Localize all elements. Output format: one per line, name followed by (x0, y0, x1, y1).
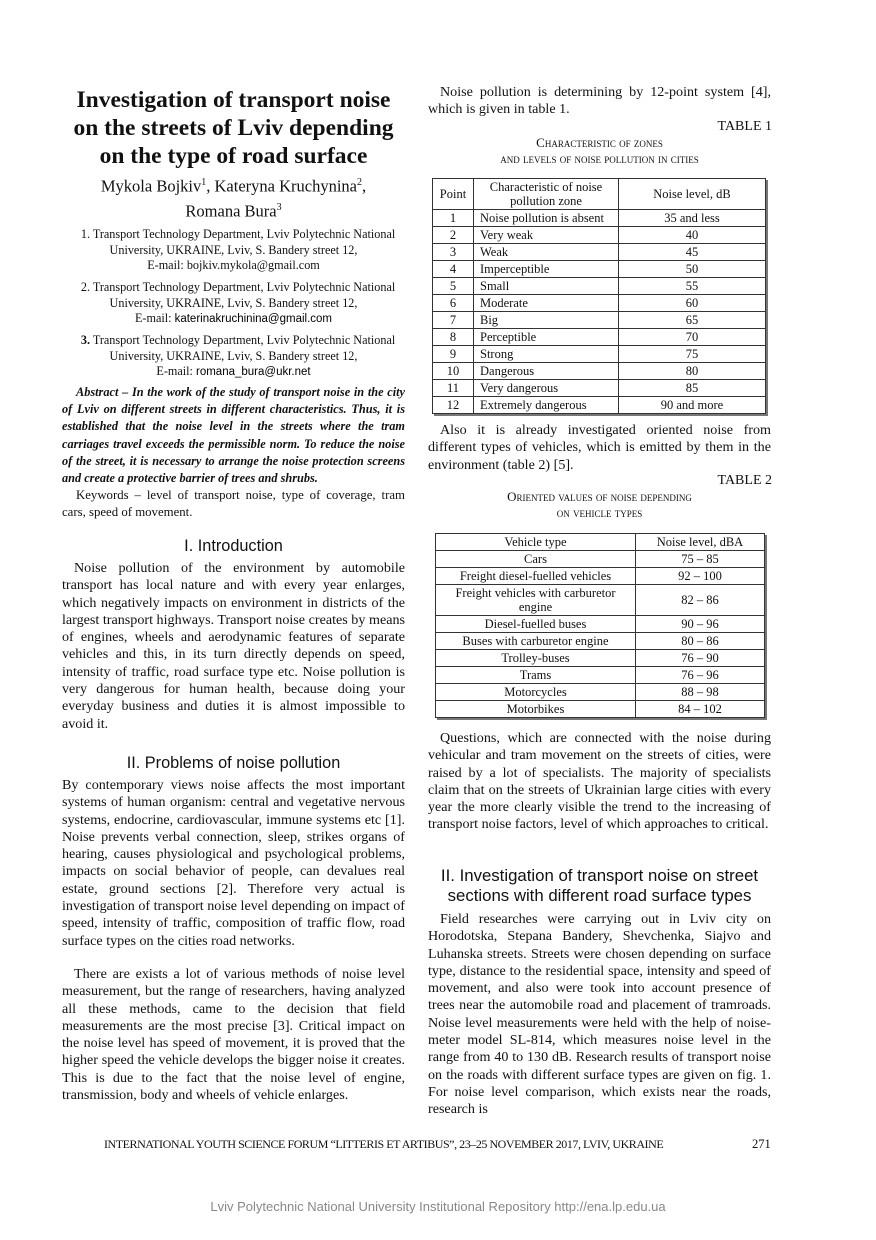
table-row (433, 329, 766, 346)
affiliation-number: 3. (80, 333, 90, 347)
table-row (436, 633, 765, 650)
section-heading-introduction: I. Introduction (184, 537, 283, 555)
column-header: Noise level, dB (619, 179, 766, 210)
noise-zones-table (432, 178, 766, 414)
vehicle-type-cell: Diesel-fuelled buses (436, 616, 636, 633)
table-row (436, 551, 765, 568)
table-row (433, 363, 766, 380)
table-row (433, 261, 766, 278)
author-email[interactable]: bojkiv.mykola@gmail.com (186, 258, 320, 272)
paper-title: Investigation of transport noise on the streets of Lviv depending on the type of road surface (73, 87, 394, 169)
point-cell: 11 (433, 380, 474, 397)
vehicle-type-cell: Freight vehicles with carburetor engine (436, 585, 636, 616)
affiliation (62, 280, 405, 328)
specialists-paragraph: Questions, which are connected with the noise during vehicular and tram movement on the streets of cities, were raised by a lot of specialists. The majority of specialists claim that on the streets of Ukrainian large cities with every year the more clearly visible the trend to the increasing of transport noise factors, level of which approaches to critical. (428, 730, 771, 833)
column-header: Vehicle type (436, 534, 636, 551)
point-cell: 9 (433, 346, 474, 363)
point-cell: 7 (433, 312, 474, 329)
table-row (436, 701, 765, 718)
table-row (436, 650, 765, 667)
noise-level-cell: 70 (619, 329, 766, 346)
zone-characteristic-cell: Very weak (474, 227, 619, 244)
author-email[interactable]: katerinakruchinina@gmail.com (174, 313, 332, 325)
zone-characteristic-cell: Extremely dangerous (474, 397, 619, 414)
table-row (433, 227, 766, 244)
section-heading-investigation: II. Investigation of transport noise on street sections with different road surface types (440, 866, 759, 905)
table-row (433, 380, 766, 397)
point-cell: 4 (433, 261, 474, 278)
affiliation-text: Transport Technology Department, Lviv Polytechnic National University, UKRAINE, Lviv, S. Bandery street 12, (92, 227, 396, 257)
point-cell: 2 (433, 227, 474, 244)
vehicle-type-cell: Motorcycles (436, 684, 636, 701)
table1-intro-paragraph: Noise pollution is determining by 12-point system [4], which is given in table 1. (428, 84, 771, 118)
point-cell: 8 (433, 329, 474, 346)
noise-level-cell: 80 (619, 363, 766, 380)
vehicle-type-cell: Freight diesel-fuelled vehicles (436, 568, 636, 585)
table-row (433, 312, 766, 329)
noise-level-cell: 88 – 98 (636, 684, 765, 701)
table-row (433, 244, 766, 261)
problems-paragraph: By contemporary views noise affects the most important systems of human organism: central and vegetative nervous systems, endocrine, cardiovascular, immune systems etc [1]. Noise prevents verbal connection, sleep, strikes organs of hearing, causes physiological and psychological problems, impacts on social behavior of people, can devalues real estate, ground sections [2]. Therefore very actual is investigation of transport noise level depending on impact of speed, intensity of traffic, composition of traffic flow, road surface types on the cities road networks. (62, 777, 405, 949)
column-header: Characteristic of noise pollution zone (474, 179, 619, 210)
zone-characteristic-cell: Weak (474, 244, 619, 261)
noise-level-cell: 50 (619, 261, 766, 278)
zone-characteristic-cell: Big (474, 312, 619, 329)
noise-level-cell: 60 (619, 295, 766, 312)
vehicle-noise-table (435, 533, 765, 718)
vehicle-type-cell: Buses with carburetor engine (436, 633, 636, 650)
point-cell: 6 (433, 295, 474, 312)
noise-level-cell: 40 (619, 227, 766, 244)
repository-watermark: Lviv Polytechnic National University Institutional Repository http://ena.lp.edu.ua (210, 1199, 666, 1214)
noise-level-cell: 92 – 100 (636, 568, 765, 585)
table2-caption-line: on vehicle types (556, 505, 643, 520)
noise-level-cell: 75 (619, 346, 766, 363)
zone-characteristic-cell: Noise pollution is absent (474, 210, 619, 227)
noise-level-cell: 45 (619, 244, 766, 261)
email-label: E-mail: (147, 258, 184, 272)
affiliation-number: 1. (80, 227, 90, 241)
email-label: E-mail: (134, 311, 172, 325)
table-header-row (433, 179, 766, 210)
problems-paragraph: There are exists a lot of various methods of noise level measurement, but the range of researchers, having analyzed all these methods, came to the decision that field measurements are the most precise [3]. Critical impact on the noise level has speed of movement, it is proved that the higher speed the vehicle develops the bigger noise it creates. This is due to the fact that the noise level of engine, transmission, body and wheels of vehicle enlarges. (62, 966, 405, 1104)
table2-label: TABLE 2 (717, 473, 772, 488)
noise-level-cell: 65 (619, 312, 766, 329)
noise-level-cell: 76 – 96 (636, 667, 765, 684)
point-cell: 5 (433, 278, 474, 295)
affiliation-number: 2. (80, 280, 90, 294)
abstract-text: In the work of the study of transport noise in the city of Lviv on different streets in different characteristics. Thus, it is established that the noise level in the streets where the tram carriages travel exceeds the permissible norm. To reduce the noise of the street, it is necessary to arrange the noise protection screens and create a protective barrier of trees and shrubs. (62, 385, 406, 486)
point-cell: 3 (433, 244, 474, 261)
table1-caption (428, 135, 771, 167)
noise-level-cell: 90 and more (619, 397, 766, 414)
noise-level-cell: 80 – 86 (636, 633, 765, 650)
section-heading-problems: II. Problems of noise pollution (126, 754, 341, 772)
table2-caption-line: Oriented values of noise depending (507, 489, 692, 504)
author-name: Mykola Bojkiv (100, 176, 202, 196)
noise-level-cell: 85 (619, 380, 766, 397)
table-row (433, 295, 766, 312)
table2-intro-paragraph: Also it is already investigated oriented noise from different types of vehicles, which is emitted by them in the environment (table 2) [5]. (428, 422, 771, 473)
noise-level-cell: 82 – 86 (636, 585, 765, 616)
email-label: E-mail: (156, 364, 193, 378)
author-affil-mark: 3 (276, 201, 282, 213)
table-row (433, 278, 766, 295)
zone-characteristic-cell: Dangerous (474, 363, 619, 380)
zone-characteristic-cell: Perceptible (474, 329, 619, 346)
column-header: Noise level, dBA (636, 534, 765, 551)
table-row (436, 684, 765, 701)
affiliation (62, 227, 405, 274)
page-number: 271 (752, 1137, 771, 1151)
vehicle-type-cell: Trolley-buses (436, 650, 636, 667)
point-cell: 1 (433, 210, 474, 227)
author-name: Kateryna Kruchynina (214, 176, 357, 196)
zone-characteristic-cell: Moderate (474, 295, 619, 312)
table1-label: TABLE 1 (717, 119, 772, 134)
author-affil-mark: 1 (201, 177, 207, 188)
table-row (433, 346, 766, 363)
noise-level-cell: 90 – 96 (636, 616, 765, 633)
table-row (433, 397, 766, 414)
author-email[interactable]: romana_bura@ukr.net (196, 366, 311, 378)
conference-footer: INTERNATIONAL YOUTH SCIENCE FORUM “LITTERIS ET ARTIBUS”, 23–25 NOVEMBER 2017, LVIV, UKRAINE (104, 1137, 664, 1151)
noise-level-cell: 75 – 85 (636, 551, 765, 568)
vehicle-type-cell: Cars (436, 551, 636, 568)
noise-level-cell: 55 (619, 278, 766, 295)
table-row (436, 616, 765, 633)
table1-caption-line: Characteristic of zones (536, 135, 663, 150)
table-header-row (436, 534, 765, 551)
table-row (436, 585, 765, 616)
vehicle-type-cell: Trams (436, 667, 636, 684)
noise-level-cell: 76 – 90 (636, 650, 765, 667)
table-row (436, 568, 765, 585)
table-row (433, 210, 766, 227)
keywords: Keywords – level of transport noise, type of coverage, tram cars, speed of movement. (62, 488, 405, 519)
vehicle-type-cell: Motorbikes (436, 701, 636, 718)
noise-level-cell: 84 – 102 (636, 701, 765, 718)
author-affil-mark: 2 (357, 177, 362, 188)
affiliation (62, 333, 405, 381)
column-header: Point (433, 179, 474, 210)
table-row (436, 667, 765, 684)
noise-level-cell: 35 and less (619, 210, 766, 227)
affiliation-text: Transport Technology Department, Lviv Polytechnic National University, UKRAINE, Lviv, S. Bandery street 12, (92, 333, 396, 363)
abstract (62, 384, 405, 487)
point-cell: 10 (433, 363, 474, 380)
point-cell: 12 (433, 397, 474, 414)
zone-characteristic-cell: Strong (474, 346, 619, 363)
zone-characteristic-cell: Small (474, 278, 619, 295)
introduction-paragraph: Noise pollution of the environment by automobile transport has local nature and with every year enlarges, which negatively impacts on environment in districts of the largest transport highways. Transport noise creates by means of engines, wheels and aerodynamic features of separate vehicles and this, in its turn directly depends on speed, intensity of traffic, road surface type etc. Noise pollution is very dangerous for human health, because doing your everyday business and duties it is almost impossible to avoid it. (62, 560, 405, 732)
investigation-paragraph: Field researches were carrying out in Lviv city on Horodotska, Stepana Bandery, Shevchenka, Siajvo and Luhanska streets. Streets were chosen depending on surface type, distance to the residential space, intensity and speed of movement, and also were took into account presence of trees near the automobile road and placement of tramroads. Noise level measurements were held with the help of noise-meter model SL-814, which measures noise level in the range from 40 to 130 dB. Research results of transport noise on the roads with different surface types are given on fig. 1. For noise level comparison, which exists near the roads, research is (428, 911, 771, 1118)
abstract-label: Abstract – (76, 385, 129, 399)
author-list: Mykola Bojkiv$^1$, Kateryna Kruchynina$^2$, Romana Bura$^3$ (100, 176, 367, 220)
table1-caption-line: and levels of noise pollution in cities (500, 151, 699, 166)
affiliation-text: Transport Technology Department, Lviv Polytechnic National University, UKRAINE, Lviv, S. Bandery street 12, (92, 280, 396, 310)
zone-characteristic-cell: Very dangerous (474, 380, 619, 397)
zone-characteristic-cell: Imperceptible (474, 261, 619, 278)
author-name: Romana Bura (185, 201, 277, 220)
table2-caption (428, 489, 771, 521)
